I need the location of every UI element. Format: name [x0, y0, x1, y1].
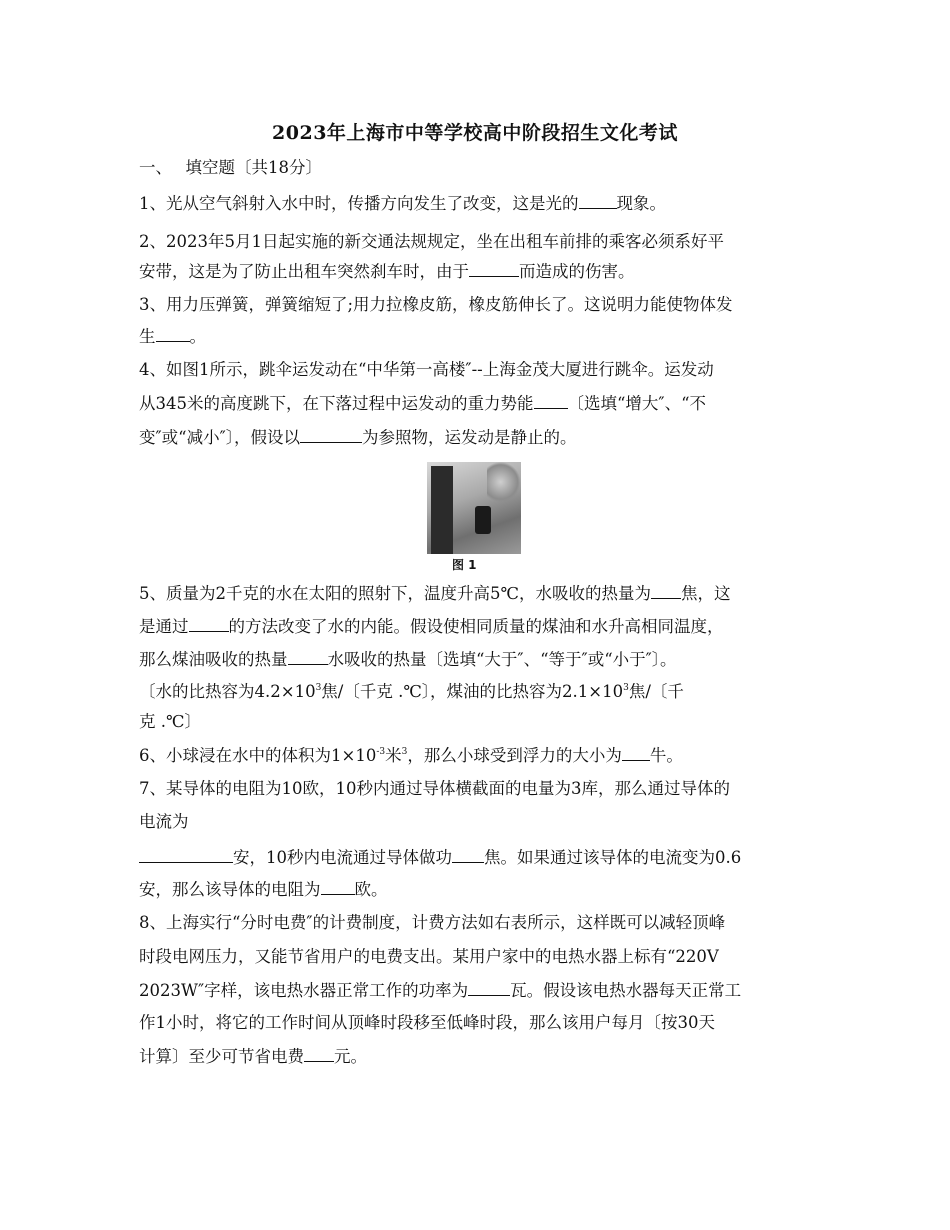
question-4-line-2 — [139, 392, 706, 415]
question-7-line-4 — [139, 878, 388, 901]
foliage-shape — [487, 462, 521, 502]
q5-text-i: 焦/〔千 — [628, 682, 684, 701]
q7-text-d: 欧。 — [354, 880, 388, 899]
q6-exponent-2: 3 — [401, 747, 408, 757]
question-8-line-3 — [139, 979, 741, 1002]
question-5-line-4 — [139, 681, 684, 703]
q4-blank-2[interactable] — [300, 426, 362, 443]
building-silhouette — [431, 466, 453, 554]
question-8-line-4: 作1小时，将它的工作时间从顶峰时段移至低峰时段，那么该用户每月〔按30天 — [139, 1013, 715, 1032]
q6-text-a: 6、小球浸在水中的体积为1×10 — [139, 746, 377, 765]
q6-text-d: 牛。 — [649, 746, 683, 765]
q3-text-b: 。 — [189, 327, 206, 346]
q5-exponent-2: 3 — [623, 683, 629, 693]
q4-text-a: 从345米的高度跳下，在下落过程中运发动的重力势能 — [139, 394, 534, 413]
q5-text-f: 水吸收的热量〔选填“大于″、“等于″或“小于″〕。 — [327, 650, 677, 669]
question-1 — [139, 192, 666, 215]
question-5-line-5: 克 .℃〕 — [139, 712, 201, 731]
question-5-line-3 — [139, 648, 677, 671]
q6-exponent-1: -3 — [376, 747, 386, 757]
q3-text-a: 生 — [139, 327, 156, 346]
q7-blank-2[interactable] — [452, 846, 484, 863]
question-8-line-5 — [139, 1045, 367, 1068]
q5-text-c: 是通过 — [139, 617, 189, 636]
q5-text-h: 焦/〔千克 .℃〕，煤油的比热容为2.1×10 — [321, 682, 624, 701]
question-7-line-1: 7、某导体的电阻为10欧，10秒内通过导体横截面的电量为3库，那么通过导体的 — [139, 779, 730, 798]
q8-text-a: 2023W″字样，该电热水器正常工作的功率为 — [139, 981, 469, 1000]
q7-text-c: 安，那么该导体的电阻为 — [139, 880, 321, 899]
q5-text-a: 5、质量为2千克的水在太阳的照射下，温度升高5℃，水吸收的热量为 — [139, 584, 651, 603]
figure-1-photo — [427, 462, 521, 554]
q1-text-b: 现象。 — [616, 194, 666, 213]
q2-text-a: 安带，这是为了防止出租车突然刹车时，由于 — [139, 262, 469, 281]
q8-text-c: 计算〕至少可节省电费 — [139, 1047, 304, 1066]
q6-blank[interactable] — [622, 744, 650, 761]
q8-blank-2[interactable] — [304, 1045, 334, 1062]
q2-text-b: 而造成的伤害。 — [519, 262, 635, 281]
q4-text-c: 变″或“减小″〕，假设以 — [139, 428, 301, 447]
q2-blank[interactable] — [469, 260, 519, 277]
question-7-line-3 — [139, 846, 741, 869]
q5-blank-1[interactable] — [651, 582, 681, 599]
q5-blank-3[interactable] — [288, 648, 328, 665]
question-6 — [139, 744, 683, 767]
q5-exponent-1: 3 — [315, 683, 322, 693]
question-4-line-1: 4、如图1所示，跳伞运发动在“中华第一高楼″--上海金茂大厦进行跳伞。运发动 — [139, 360, 714, 379]
q7-blank-3[interactable] — [321, 878, 355, 895]
q7-text-a: 安，10秒内电流通过导体做功 — [233, 848, 452, 867]
q6-text-b: 米 — [385, 746, 402, 765]
q6-text-c: ，那么小球受到浮力的大小为 — [407, 746, 622, 765]
q5-blank-2[interactable] — [189, 615, 229, 632]
q8-text-d: 元。 — [334, 1047, 367, 1066]
q7-text-b: 焦。如果通过该导体的电流变为0.6 — [484, 848, 742, 867]
q8-text-b: 瓦。假设该电热水器每天正常工 — [510, 981, 742, 1000]
question-4-line-3 — [139, 426, 577, 449]
exam-title: 2023年上海市中等学校高中阶段招生文化考试 — [272, 122, 678, 144]
q5-text-e: 那么煤油吸收的热量 — [139, 650, 288, 669]
q4-blank-1[interactable] — [534, 392, 568, 409]
q4-text-b: 〔选填“增大″、“不 — [567, 394, 707, 413]
question-2-line-1: 2、2023年5月1日起实施的新交通法规规定，坐在出租车前排的乘客必须系好平 — [139, 232, 724, 251]
q5-text-b: 焦，这 — [680, 584, 731, 603]
q5-text-d: 的方法改变了水的内能。假设使相同质量的煤油和水升高相同温度， — [228, 617, 724, 636]
figure-1-caption: 图 1 — [452, 558, 477, 572]
question-7-line-2: 电流为 — [139, 812, 189, 831]
question-5-line-2 — [139, 615, 724, 638]
question-3-line-2 — [139, 325, 206, 348]
question-3-line-1: 3、用力压弹簧，弹簧缩短了;用力拉橡皮筋，橡皮筋伸长了。这说明力能使物体发 — [139, 295, 733, 314]
question-8-line-1: 8、上海实行“分时电费″的计费制度，计费方法如右表所示，这样既可以减轻顶峰 — [139, 913, 726, 932]
q1-blank[interactable] — [579, 192, 617, 209]
section-heading: 一、 填空题〔共18分〕 — [139, 158, 322, 177]
q5-text-g: 〔水的比热容为4.2×10 — [139, 682, 316, 701]
question-5-line-1 — [139, 582, 730, 605]
parachutist-silhouette — [475, 506, 491, 534]
q3-blank[interactable] — [156, 325, 190, 342]
q8-blank-1[interactable] — [468, 979, 510, 996]
question-8-line-2: 时段电网压力，又能节省用户的电费支出。某用户家中的电热水器上标有“220V — [139, 947, 719, 966]
question-2-line-2 — [139, 260, 635, 283]
q1-text-a: 1、光从空气斜射入水中时，传播方向发生了改变，这是光的 — [139, 194, 579, 213]
q7-blank-1[interactable] — [139, 846, 233, 863]
q4-text-d: 为参照物，运发动是静止的。 — [362, 428, 577, 447]
